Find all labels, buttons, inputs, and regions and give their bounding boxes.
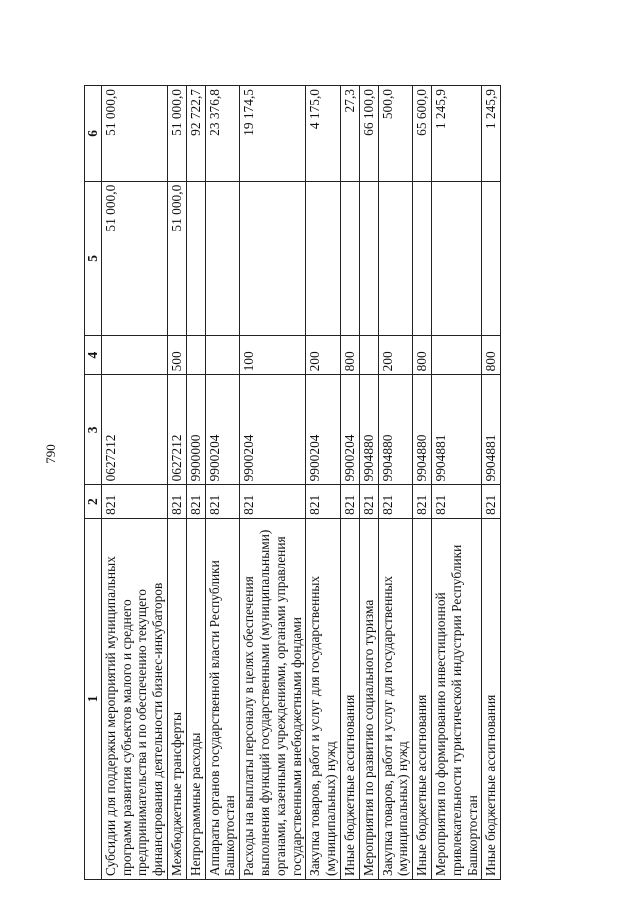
row-vr: 800 (413, 335, 432, 374)
row-vr: 500 (167, 335, 186, 374)
row-value-5 (413, 181, 432, 335)
table-row (306, 86, 341, 880)
row-value-6: 23 376,8 (205, 86, 240, 182)
row-name: Межбюджетные трансферты (167, 518, 186, 879)
row-value-6: 19 174,5 (240, 86, 306, 182)
row-vr (205, 335, 240, 374)
row-csr: 9904880 (359, 375, 378, 485)
table-row (167, 86, 186, 880)
row-ved: 821 (101, 485, 167, 518)
row-csr: 9904881 (431, 375, 481, 485)
row-vr: 800 (482, 335, 501, 374)
row-value-6: 4 175,0 (306, 86, 341, 182)
row-vr: 100 (240, 335, 306, 374)
row-value-6: 92 722,7 (186, 86, 205, 182)
row-csr: 9904880 (413, 375, 432, 485)
row-name: Закупка товаров, работ и услуг для государственных (муниципальных) нужд (378, 518, 413, 879)
row-name: Расходы на выплаты персоналу в целях обеспечения выполнения функций государственными (муниципальными) органами, казенными учреждениями, органами управления государственными внебюджетными фондами (240, 518, 306, 879)
row-csr: 9900204 (205, 375, 240, 485)
table-row (101, 86, 167, 880)
table-row (186, 86, 205, 880)
row-name: Мероприятия по формированию инвестиционной привлекательности туристической индустрии Республики Башкортостан (431, 518, 481, 879)
table-row (359, 86, 378, 880)
header-cell: 2 (85, 485, 102, 518)
row-name: Иные бюджетные ассигнования (413, 518, 432, 879)
row-value-5 (482, 181, 501, 335)
row-csr: 9900000 (186, 375, 205, 485)
row-vr (186, 335, 205, 374)
table-row (205, 86, 240, 880)
row-ved: 821 (167, 485, 186, 518)
table-row (378, 86, 413, 880)
row-vr: 200 (378, 335, 413, 374)
row-value-6: 1 245,9 (431, 86, 481, 182)
row-ved: 821 (482, 485, 501, 518)
table-row (413, 86, 432, 880)
row-ved: 821 (340, 485, 359, 518)
table-row (240, 86, 306, 880)
row-name: Непрограммные расходы (186, 518, 205, 879)
row-vr (431, 335, 481, 374)
row-ved: 821 (186, 485, 205, 518)
row-value-6: 51 000,0 (167, 86, 186, 182)
table-row (340, 86, 359, 880)
row-name: Субсидии для поддержки мероприятий муниципальных программ развития субъектов малого и среднего предпринимательства и по обеспечению текущего финансирования деятельности бизнес-инкубаторов (101, 518, 167, 879)
row-value-6: 51 000,0 (101, 86, 167, 182)
row-csr: 9900204 (240, 375, 306, 485)
row-value-5 (205, 181, 240, 335)
row-ved: 821 (306, 485, 341, 518)
row-value-5: 51 000,0 (101, 181, 167, 335)
rotated-table-wrapper (84, 85, 593, 880)
row-csr: 9900204 (340, 375, 359, 485)
row-ved: 821 (359, 485, 378, 518)
table-row (431, 86, 481, 880)
row-value-5 (359, 181, 378, 335)
header-cell: 5 (85, 181, 102, 335)
row-name: Иные бюджетные ассигнования (340, 518, 359, 879)
header-cell: 1 (85, 518, 102, 879)
row-vr: 200 (306, 335, 341, 374)
row-ved: 821 (378, 485, 413, 518)
row-ved: 821 (413, 485, 432, 518)
row-name: Иные бюджетные ассигнования (482, 518, 501, 879)
row-value-6: 500,0 (378, 86, 413, 182)
row-value-6: 66 100,0 (359, 86, 378, 182)
row-ved: 821 (240, 485, 306, 518)
row-value-5 (240, 181, 306, 335)
row-name: Мероприятия по развитию социального туризма (359, 518, 378, 879)
header-cell: 3 (85, 375, 102, 485)
row-vr (359, 335, 378, 374)
row-value-6: 65 600,0 (413, 86, 432, 182)
row-ved: 821 (431, 485, 481, 518)
row-ved: 821 (205, 485, 240, 518)
row-value-5 (431, 181, 481, 335)
row-csr: 9904881 (482, 375, 501, 485)
row-csr: 0627212 (101, 375, 167, 485)
row-name: Аппараты органов государственной власти Республики Башкортостан (205, 518, 240, 879)
row-name: Закупка товаров, работ и услуг для государственных (муниципальных) нужд (306, 518, 341, 879)
row-value-6: 27,3 (340, 86, 359, 182)
budget-table (84, 85, 501, 880)
page-number: 790 (43, 444, 58, 464)
header-cell: 4 (85, 335, 102, 374)
row-vr: 800 (340, 335, 359, 374)
row-value-5: 51 000,0 (167, 181, 186, 335)
row-vr (101, 335, 167, 374)
row-csr: 9904880 (378, 375, 413, 485)
header-cell: 6 (85, 86, 102, 182)
row-value-5 (378, 181, 413, 335)
row-csr: 9900204 (306, 375, 341, 485)
table-row (482, 86, 501, 880)
row-value-5 (340, 181, 359, 335)
row-value-5 (306, 181, 341, 335)
row-csr: 0627212 (167, 375, 186, 485)
row-value-6: 1 245,9 (482, 86, 501, 182)
row-value-5 (186, 181, 205, 335)
header-row (85, 86, 102, 880)
